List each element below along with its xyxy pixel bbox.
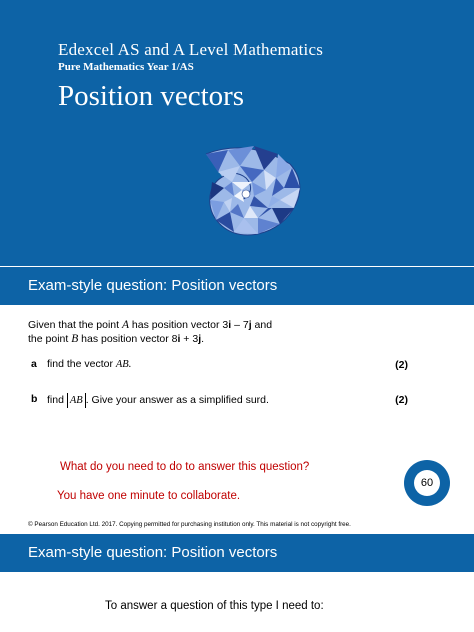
question-part-b [28, 393, 418, 409]
unit-vector-i: i [177, 333, 181, 345]
part-label: a [31, 358, 37, 370]
vector-ab: AB. [115, 359, 132, 370]
magnitude-ab: AB [67, 393, 86, 408]
cover-slide [0, 0, 474, 266]
intro-text: and [251, 319, 273, 331]
part-a-text: find the vector [47, 358, 116, 370]
slide2-prompt: To answer a question of this type I need to: [105, 600, 324, 612]
intro-text: + 3 [180, 333, 199, 345]
part-marks: (2) [395, 359, 408, 371]
point-a-symbol: A [121, 319, 130, 331]
copyright-notice: © Pearson Education Ltd. 2017. Copying permitted for purchasing institution only. This material is not copyright free. [28, 521, 351, 528]
intro-text: the point [28, 333, 72, 345]
part-text [47, 358, 131, 370]
intro-text: . [201, 333, 205, 345]
part-label: b [31, 393, 38, 405]
banner-title: Exam-style question: Position vectors [28, 277, 278, 294]
timer-badge [404, 460, 450, 506]
part-b-text: . Give your answer as a simplified surd. [85, 394, 269, 406]
intro-text: has position vector 3 [129, 319, 229, 331]
part-text [47, 393, 269, 408]
part-b-text: find [47, 394, 67, 406]
timer-value: 60 [414, 470, 440, 496]
series-title: Edexcel AS and A Level Mathematics [58, 40, 324, 59]
part-marks: (2) [395, 394, 408, 406]
intro-text: has position vector 8 [78, 333, 178, 345]
question-part-a [28, 358, 418, 374]
unit-vector-j: j [248, 319, 252, 331]
unit-vector-i: i [228, 319, 232, 331]
intro-text: Given that the point [28, 319, 122, 331]
unit-vector-j: j [198, 333, 202, 345]
banner-title: Exam-style question: Position vectors [28, 544, 278, 561]
series-subtitle: Pure Mathematics Year 1/AS [58, 61, 194, 73]
point-b-symbol: B [71, 333, 79, 345]
prompt-collaborate: You have one minute to collaborate. [57, 490, 241, 502]
intro-text: – 7 [231, 319, 249, 331]
question-banner [0, 267, 474, 305]
prompt-question: What do you need to do to answer this question? [60, 461, 310, 473]
deck-title: Position vectors [58, 80, 245, 112]
question-banner [0, 534, 474, 572]
nautilus-shell-logo [188, 142, 306, 238]
question-intro [28, 318, 388, 346]
